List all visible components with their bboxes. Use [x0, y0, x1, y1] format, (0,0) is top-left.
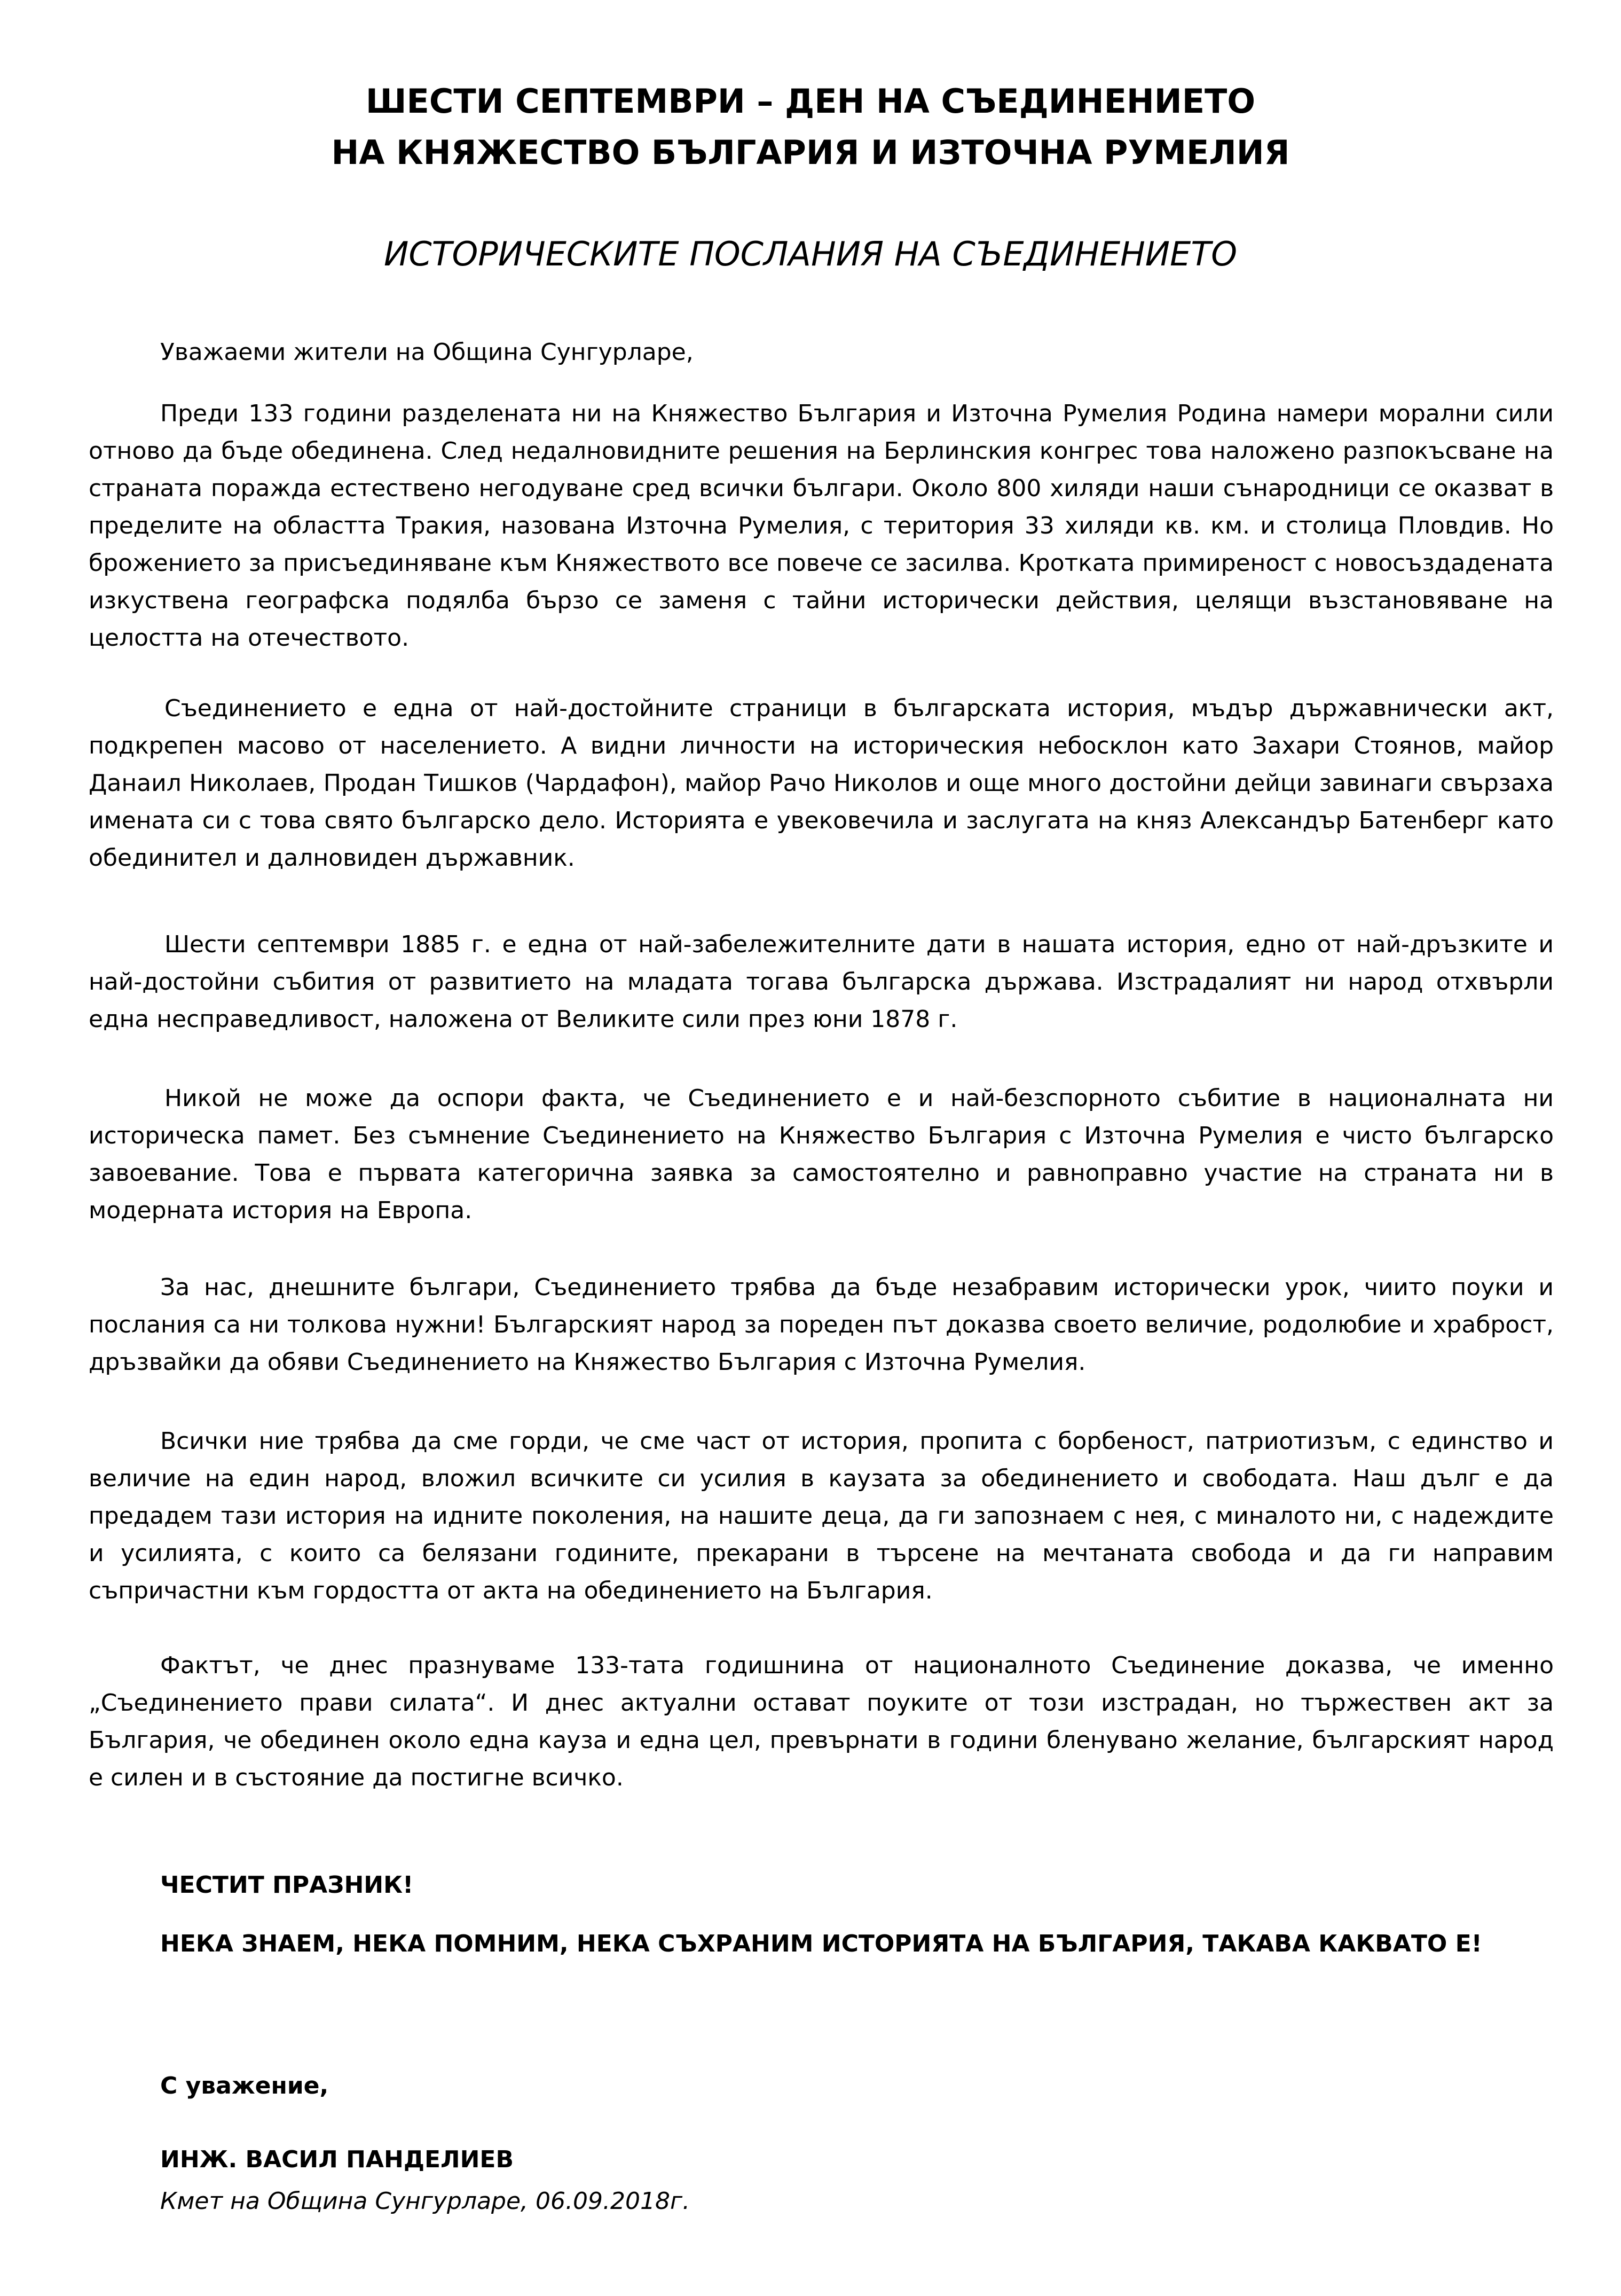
title-line-2: НА КНЯЖЕСТВО БЪЛГАРИЯ И ИЗТОЧНА РУМЕЛИЯ: [331, 133, 1290, 172]
paragraph-4: Никой не може да оспори факта, че Съединението е и най-безспорното събитие в националната ни историческа памет. Без съмнение Съединението на Княжество България с Източна Румелия е чисто българско завоевание. Това е първата категорична заявка за самостоятелно и равноправно участие на страната ни в модерната история на Европа.: [89, 1085, 1554, 1224]
paragraph-3: Шести септември 1885 г. е една от най-забележителните дати в нашата история, едно от най-дръзките и най-достойни събития от развитието на младата тогава българска държава. Изстрадалият ни народ отхвърли една несправедливост, наложена от Великите сили през юни 1878 г.: [89, 931, 1554, 1033]
subtitle: ИСТОРИЧЕСКИТЕ ПОСЛАНИЯ НА СЪЕДИНЕНИЕТО: [383, 234, 1238, 273]
paragraph-5: За нас, днешните българи, Съединението трябва да бъде незабравим исторически урок, чиито поуки и послания са ни толкова нужни! Българският народ за пореден път доказва своето величие, родолюбие и храброст, дръзвайки да обяви Съединението на Княжество България с Източна Румелия.: [89, 1274, 1554, 1376]
closing-greeting: ЧЕСТИТ ПРАЗНИК!: [160, 1871, 414, 1899]
signer-name: ИНЖ. ВАСИЛ ПАНДЕЛИЕВ: [160, 2146, 514, 2173]
closing-motto: НЕКА ЗНАЕМ, НЕКА ПОМНИМ, НЕКА СЪХРАНИМ ИСТОРИЯТА НА БЪЛГАРИЯ, ТАКАВА КАКВАТО Е!: [160, 1930, 1482, 1957]
title-line-1: ШЕСТИ СЕПТЕМВРИ – ДЕН НА СЪЕДИНЕНИЕТО: [365, 82, 1256, 121]
paragraph-7: Фактът, че днес празнуваме 133-тата годишнина от националното Съединение доказва, че именно „Съединението прави силата“. И днес актуални остават поуките от този изстрадан, но тържествен акт за България, че обединен около една кауза и една цел, превърнати в години бленувано желание, българският народ е силен и в състояние да постигне всичко.: [89, 1652, 1554, 1791]
signer-title: Кмет на Община Сунгурларе, 06.09.2018г.: [160, 2188, 690, 2215]
paragraph-1: Преди 133 години разделената ни на Княжество България и Източна Румелия Родина намери морални сили отново да бъде обединена. След недалновидните решения на Берлинския конгрес това наложено разпокъсване на страната поражда естествено негодуване сред всички българи. Около 800 хиляди наши сънародници се оказват в пределите на областта Тракия, назована Източна Румелия, с територия 33 хиляди кв. км. и столица Пловдив. Но брожението за присъединяване към Княжеството все повече се засилва. Кротката примиреност с новосъздадената изкуствена географска подялба бързо се заменя с тайни исторически действия, целящи възстановяване на целостта на отечеството.: [89, 400, 1554, 652]
paragraph-6: Всички ние трябва да сме горди, че сме част от история, пропита с борбеност, патриотизъм, с единство и величие на един народ, вложил всичките си усилия в каузата за обединението и свободата. Наш дълг е да предадем тази история на идните поколения, на нашите деца, да ги запознаем с нея, с миналото ни, с надеждите и усилията, с които са белязани годините, прекарани в търсене на мечтаната свобода и да ги направим съпричастни към гордостта от акта на обединението на България.: [89, 1428, 1554, 1604]
paragraph-2: Съединението е една от най-достойните страници в българската история, мъдър държавнически акт, подкрепен масово от населението. А видни личности на историческия небосклон като Захари Стоянов, майор Данаил Николаев, Продан Тишков (Чардафон), майор Рачо Николов и още много достойни дейци завинаги свързаха имената си с това свято българско дело. Историята е увековечила и заслугата на княз Александър Батенберг като обединител и далновиден държавник.: [89, 695, 1554, 872]
closing-regards: С уважение,: [160, 2072, 329, 2099]
greeting: Уважаеми жители на Община Сунгурларе,: [160, 339, 694, 366]
